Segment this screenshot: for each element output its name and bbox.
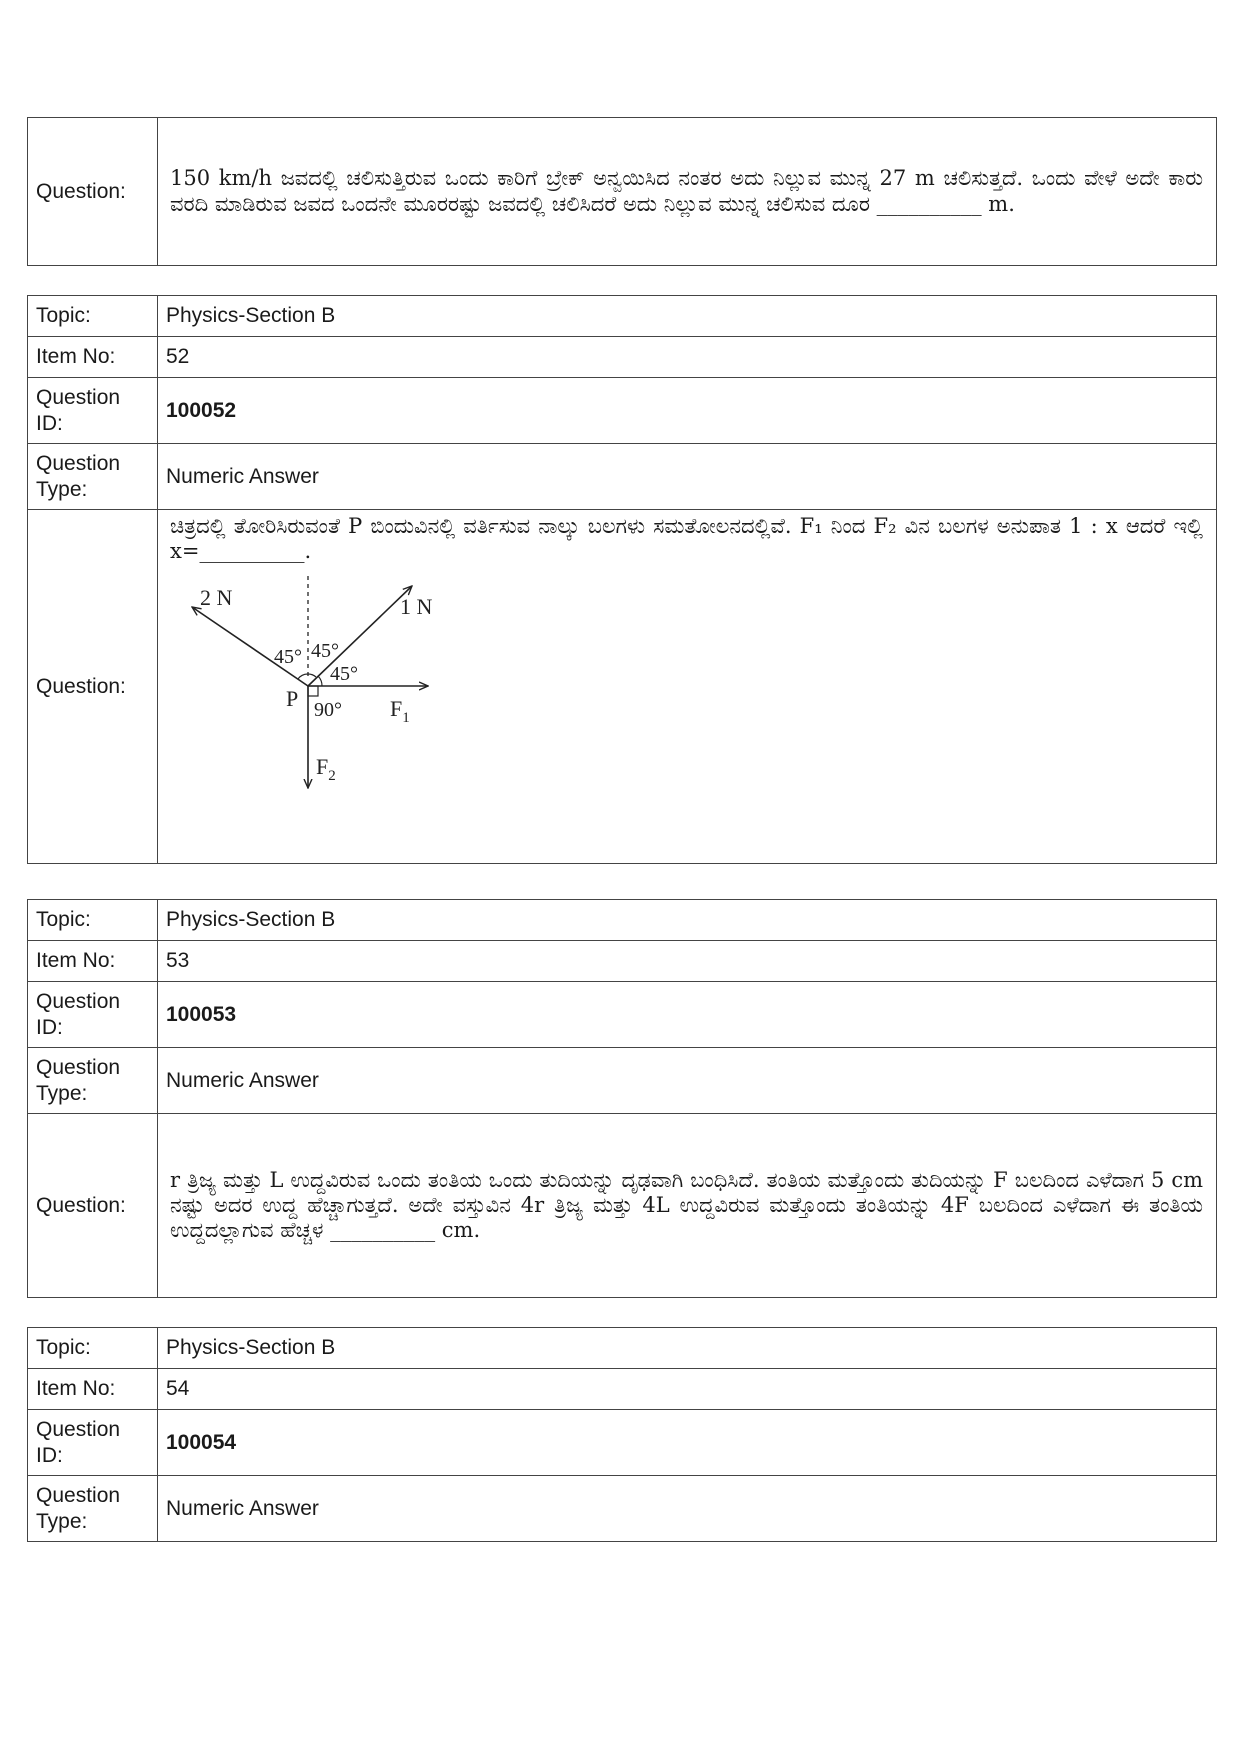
question-text: r ತ್ರಿಜ್ಯ ಮತ್ತು L ಉದ್ದವಿರುವ ಒಂದು ತಂತಿಯ ಒಂದು ತುದಿಯನ್ನು ದೃಢವಾಗಿ ಬಂಧಿಸಿದೆ. ತಂತಿಯ ಮತ್ತೊಂದು ತುದಿಯನ್ನು F ಬಲದಿಂದ ಎಳೆದಾಗ 5 cm ನಷ್ಟು ಅದರ ಉದ್ದ ಹೆಚ್ಚಾಗುತ್ತದೆ. ಅದೇ ವಸ್ತುವಿನ 4r ತ್ರಿಜ್ಯ ಮತ್ತು 4L ಉದ್ದವಿರುವ ಮತ್ತೊಂದು ತಂತಿಯನ್ನು 4F ಬಲದಿಂದ ಎಳೆದಾಗ ಈ ತಂತಿಯ ಉದ್ದದಲ್ಲಾಗುವ ಹೆಚ್ಚಳ __________ cm. <box>158 1114 1217 1298</box>
question-label: Question: <box>28 118 158 266</box>
question-type-value: Numeric Answer <box>158 1476 1217 1542</box>
question-label: Question: <box>28 510 158 864</box>
angle-arc <box>318 676 322 686</box>
question-type-value: Numeric Answer <box>158 1048 1217 1114</box>
question-id-value: 100054 <box>158 1410 1217 1476</box>
angle-arc <box>298 674 316 679</box>
topic-label: Topic: <box>28 296 158 337</box>
topic-value: Physics-Section B <box>158 900 1217 941</box>
topic-value: Physics-Section B <box>158 1328 1217 1369</box>
item-no-value: 52 <box>158 337 1217 378</box>
question-id-label: Question ID: <box>28 982 158 1048</box>
question-label: Question: <box>28 1114 158 1298</box>
right-angle-marker <box>308 686 318 696</box>
question-type-value: Numeric Answer <box>158 444 1217 510</box>
question-block-54 <box>27 1327 1217 1542</box>
topic-label: Topic: <box>28 1328 158 1369</box>
angle-left-label: 45° <box>274 646 302 669</box>
item-no-label: Item No: <box>28 1369 158 1410</box>
angle-mid-label: 45° <box>311 640 339 663</box>
force-1n-arrow <box>308 586 412 686</box>
question-block-51 <box>27 117 1217 266</box>
point-p-label: P <box>286 686 299 712</box>
question-cell <box>158 510 1217 864</box>
force-1n-label: 1 N <box>400 594 433 620</box>
item-no-value: 54 <box>158 1369 1217 1410</box>
question-block-52 <box>27 295 1217 864</box>
question-type-label: Question Type: <box>28 444 158 510</box>
f1-label: $F_1$ <box>390 696 410 727</box>
f2-label: $F_2$ <box>316 754 336 785</box>
angle-right-label: 45° <box>330 663 358 686</box>
question-id-label: Question ID: <box>28 378 158 444</box>
question-id-value: 100052 <box>158 378 1217 444</box>
question-text: ಚಿತ್ರದಲ್ಲಿ ತೋರಿಸಿರುವಂತೆ P ಬಿಂದುವಿನಲ್ಲಿ ವರ್ತಿಸುವ ನಾಲ್ಕು ಬಲಗಳು ಸಮತೋಲನದಲ್ಲಿವೆ. F₁ ನಿಂದ F₂ ವಿನ ಬಲಗಳ ಅನುಪಾತ 1 : x ಆದರೆ ಇಲ್ಲಿ x=__________. <box>170 514 1203 564</box>
topic-value: Physics-Section B <box>158 296 1217 337</box>
item-no-label: Item No: <box>28 337 158 378</box>
angle-bottom-label: 90° <box>314 699 342 722</box>
question-block-53 <box>27 899 1217 1298</box>
question-type-label: Question Type: <box>28 1476 158 1542</box>
question-type-label: Question Type: <box>28 1048 158 1114</box>
question-id-value: 100053 <box>158 982 1217 1048</box>
topic-label: Topic: <box>28 900 158 941</box>
force-2n-label: 2 N <box>200 585 233 611</box>
item-no-label: Item No: <box>28 941 158 982</box>
force-diagram <box>170 566 470 811</box>
question-text: 150 km/h ಜವದಲ್ಲಿ ಚಲಿಸುತ್ತಿರುವ ಒಂದು ಕಾರಿಗೆ ಬ್ರೇಕ್ ಅನ್ವಯಿಸಿದ ನಂತರ ಅದು ನಿಲ್ಲುವ ಮುನ್ನ 27 m ಚಲಿಸುತ್ತದೆ. ಒಂದು ವೇಳೆ ಅದೇ ಕಾರು ವರದಿ ಮಾಡಿರುವ ಜವದ ಒಂದನೇ ಮೂರರಷ್ಟು ಜವದಲ್ಲಿ ಚಲಿಸಿದರೆ ಅದು ನಿಲ್ಲುವ ಮುನ್ನ ಚಲಿಸುವ ದೂರ __________ m. <box>158 118 1217 266</box>
item-no-value: 53 <box>158 941 1217 982</box>
question-id-label: Question ID: <box>28 1410 158 1476</box>
